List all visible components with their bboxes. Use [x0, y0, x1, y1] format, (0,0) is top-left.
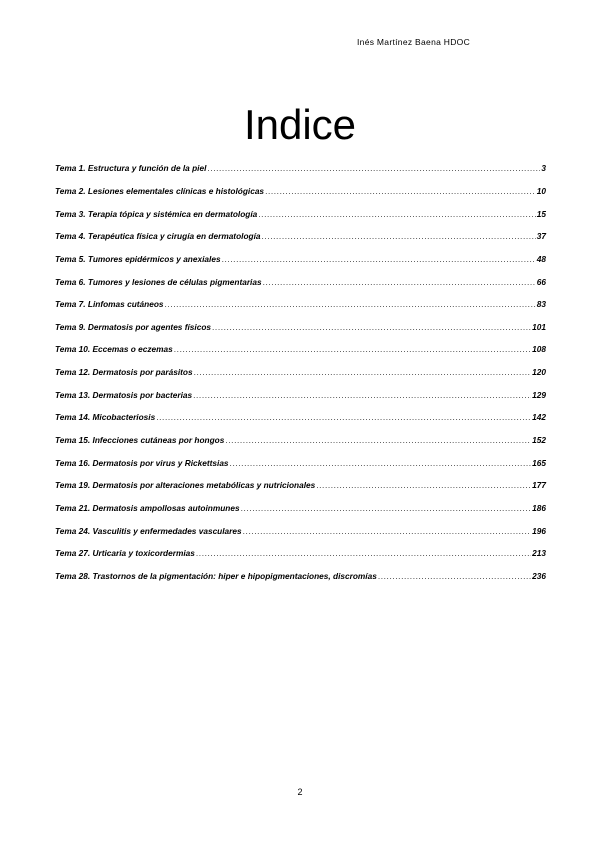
dot-leader	[156, 412, 531, 422]
toc-entry-label: Tema 10. Eccemas o eczemas	[55, 344, 173, 355]
dot-leader	[165, 299, 536, 309]
toc-entry-page: 120	[532, 367, 546, 378]
dot-leader	[263, 277, 536, 287]
toc-entry-label: Tema 13. Dermatosis por bacterias	[55, 389, 193, 400]
dot-leader	[174, 344, 531, 354]
toc-entry-page: 108	[532, 344, 546, 355]
toc-entry[interactable]	[55, 225, 546, 248]
toc-entry[interactable]	[55, 315, 546, 338]
toc-entry-page: 15	[536, 208, 546, 219]
toc-entry-label: Tema 24. Vasculitis y enfermedades vasculares	[55, 525, 242, 536]
toc-entry-page: 66	[536, 276, 546, 287]
toc-entry[interactable]	[55, 202, 546, 225]
toc-entry[interactable]	[55, 406, 546, 429]
toc-entry-label: Tema 5. Tumores epidérmicos y anexiales	[55, 253, 221, 264]
toc-entry[interactable]	[55, 542, 546, 565]
toc-entry[interactable]	[55, 157, 546, 180]
toc-entry-page: 83	[536, 299, 546, 310]
toc-entry-page: 165	[532, 457, 546, 468]
toc-entry-page: 48	[536, 253, 546, 264]
toc-entry-label: Tema 28. Trastornos de la pigmentación: hiper e hipopigmentaciones, discromías	[55, 570, 377, 581]
toc-entry-label: Tema 15. Infecciones cutáneas por hongos	[55, 435, 225, 445]
toc-entry-page: 10	[536, 185, 546, 196]
toc-entry-label: Tema 6. Tumores y lesiones de células pigmentarias	[55, 276, 262, 287]
toc-entry[interactable]	[55, 565, 546, 588]
toc-entry-label: Tema 9. Dermatosis por agentes físicos	[55, 321, 212, 332]
toc-entry-label: Tema 16. Dermatosis por virus y Rickettsias	[55, 457, 229, 468]
toc-entry-label: Tema 2. Lesiones elementales clínicas e histológicas	[55, 185, 265, 196]
toc-entry[interactable]	[55, 338, 546, 361]
toc-entry[interactable]	[55, 497, 546, 520]
dot-leader	[225, 435, 531, 445]
toc-entry-label: Tema 12. Dermatosis por parásitos	[55, 367, 193, 378]
toc-entry-page: 236	[532, 570, 546, 581]
toc-entry[interactable]	[55, 361, 546, 384]
toc-entry[interactable]	[55, 474, 546, 497]
dot-leader	[212, 322, 531, 332]
dot-leader	[222, 254, 536, 264]
dot-leader	[258, 209, 535, 219]
toc-entry-label: Tema 3. Terapia tópica y sistémica en dermatología	[55, 208, 258, 219]
toc-entry-page: 186	[532, 502, 546, 513]
toc-entry-page: 213	[532, 548, 546, 559]
table-of-contents	[55, 157, 546, 587]
toc-entry-page: 177	[532, 480, 546, 491]
toc-entry-label: Tema 19. Dermatosis por alteraciones metabólicas y nutricionales	[55, 480, 316, 491]
toc-entry[interactable]	[55, 519, 546, 542]
toc-entry[interactable]	[55, 248, 546, 271]
toc-entry[interactable]	[55, 180, 546, 203]
toc-entry-page: 3	[541, 163, 546, 174]
toc-entry-page: 152	[532, 435, 546, 445]
dot-leader	[207, 163, 540, 173]
page-number: 2	[297, 787, 303, 797]
dot-leader	[243, 526, 532, 536]
dot-leader	[262, 231, 536, 241]
author-name: Inés Martínez Baena HDOC	[357, 37, 471, 47]
dot-leader	[194, 367, 532, 377]
toc-entry-label: Tema 4. Terapéutica física y cirugía en dermatología	[55, 231, 261, 242]
toc-entry-page: 37	[536, 231, 546, 242]
toc-entry-label: Tema 1. Estructura y función de la piel	[55, 163, 207, 174]
dot-leader	[241, 503, 532, 513]
page-title: Indice	[243, 101, 357, 148]
dot-leader	[265, 186, 536, 196]
toc-entry-page: 101	[532, 321, 546, 332]
toc-entry[interactable]	[55, 270, 546, 293]
toc-entry-label: Tema 7. Linfomas cutáneos	[55, 299, 164, 310]
toc-entry[interactable]	[55, 383, 546, 406]
toc-entry-label: Tema 27. Urticaria y toxicordermias	[55, 548, 195, 559]
toc-entry-label: Tema 21. Dermatosis ampollosas autoinmunes	[55, 502, 240, 513]
toc-entry[interactable]	[55, 293, 546, 316]
dot-leader	[193, 390, 531, 400]
dot-leader	[316, 480, 531, 490]
toc-entry-page: 142	[532, 412, 546, 423]
toc-entry[interactable]	[55, 451, 546, 474]
toc-entry[interactable]	[55, 429, 546, 452]
dot-leader	[196, 548, 531, 558]
toc-entry-page: 196	[532, 525, 546, 536]
toc-entry-page: 129	[532, 389, 546, 400]
dot-leader	[378, 571, 531, 581]
toc-entry-label: Tema 14. Micobacteriosis	[55, 412, 156, 423]
dot-leader	[230, 458, 532, 468]
